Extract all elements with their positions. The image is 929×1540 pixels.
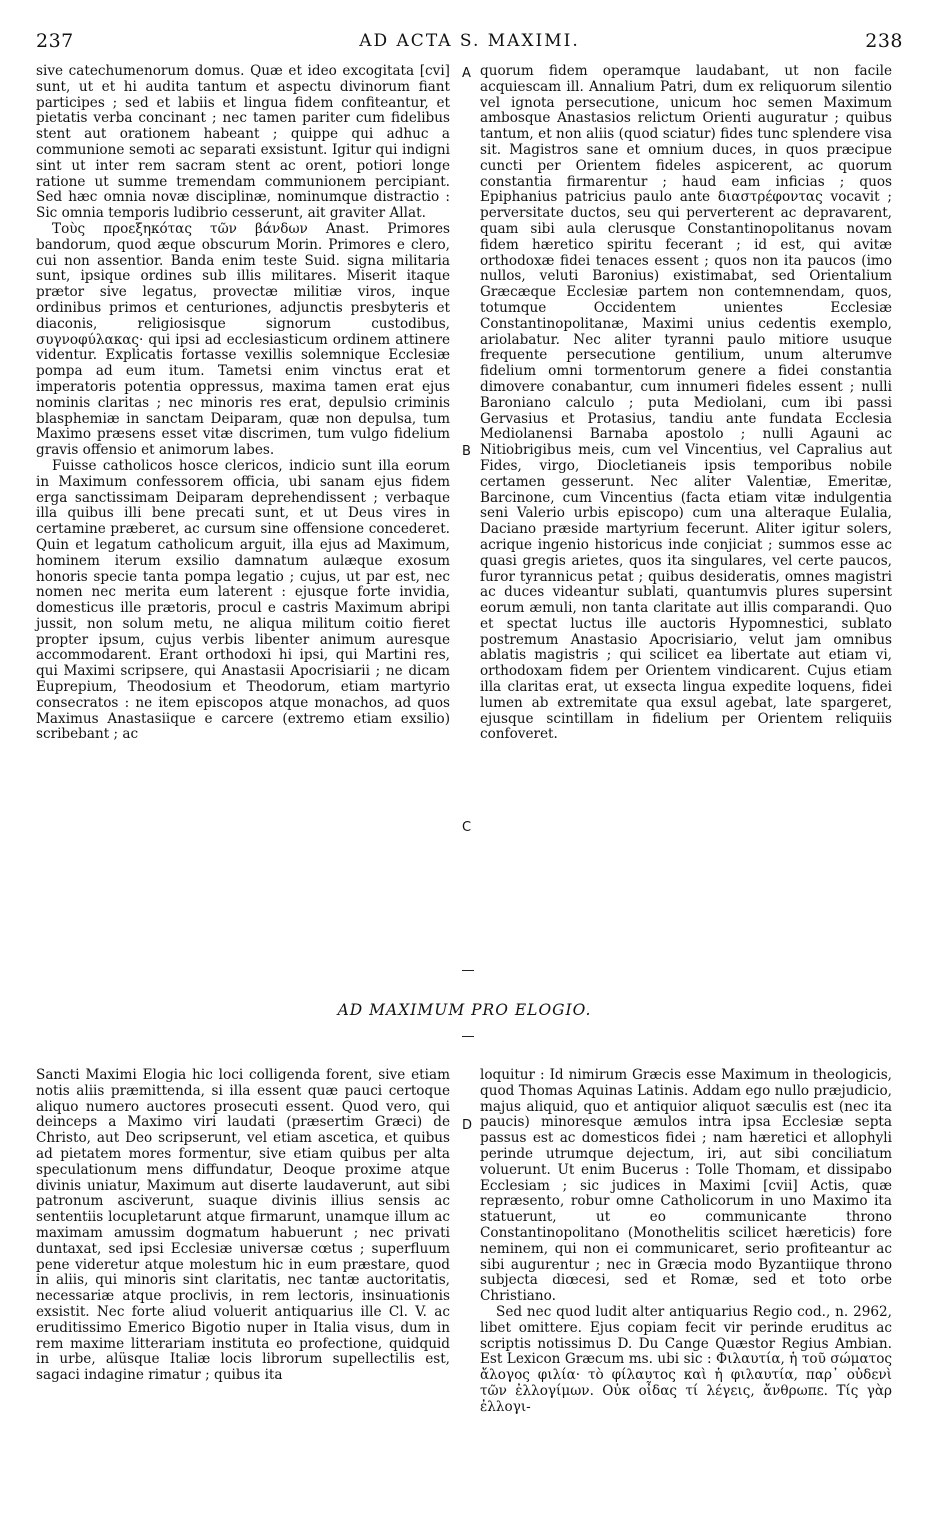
page-number-right: 238 xyxy=(865,30,903,52)
bottom-right-column xyxy=(480,1068,892,1416)
running-title: AD ACTA S. MAXIMI. xyxy=(359,31,580,51)
top-left-column xyxy=(36,64,450,743)
divider-rule xyxy=(462,1036,474,1037)
divider-rule xyxy=(462,970,474,971)
paragraph: Sed nec quod ludit alter antiquarius Regio cod., n. 2962, libet omittere. Ejus copiam fecit vir perinde eruditus ac scriptis notissimus D. Du Cange Quæstor Regius Ambian. Est Lexicon Græcum ms. ubi sic : Φιλαυτία, ἡ τοῦ σώματος ἄλογος φιλία· τὸ φίλαυτος καὶ ἡ φιλαυτία, παρ᾽ οὐδενὶ τῶν ἐλλογίμων. Οὐκ οἶδας τί λέγεις, ἄνθρωπε. Τίς γὰρ ἐλλογι- xyxy=(480,1303,892,1415)
bottom-left-column xyxy=(36,1068,450,1384)
margin-letter-b: B xyxy=(462,444,471,459)
page-header xyxy=(36,30,903,56)
margin-letter-c: C xyxy=(462,820,472,835)
top-right-column xyxy=(480,64,892,743)
section-title: AD MAXIMUM PRO ELOGIO. xyxy=(337,1001,592,1019)
margin-letter-d: D xyxy=(462,1118,473,1133)
paragraph: quorum fidem operamque laudabant, ut non facile acquiescam ill. Annalium Patri, dum ex reliquorum silentio vel ignota persecutione, unicum hoc semen Maximum ambosque Anastasios relictum Orienti auguratur ; quibus tantum, et non aliis (quod sciatur) fides tunc splendere visa sit. Magistros sane et omnium duces, in quos præcipue cuncti per Orientem fideles aspicerent, ac quorum constantia firmarentur ; haud eam inficias ; quos Epiphanius patricius paulo ante διαστρέφοντας vocavit ; perversitate ductos, seu qui perverterent ac depravarent, quam sibi aula clerusque Constantinopolitanus novam fidem hæretico spiritu fecerant ; id est, qui avitæ orthodoxæ fidei tenaces essent ; quos non ita paucos (imo nullos, veluti Baronius) existimabat, sed Orientalium Græcæque Ecclesiæ partem non contemnendam, quos, totumque Occidentem unientes Ecclesiæ Constantinopolitanæ, Maximi unius cedentis exemplo, ariolabatur. Nec aliter tyranni paulo mitiore usuque frequente persecutione gentilium, unum alterumve fidelium omni tormentorum genere a fidei constantia dimovere conabantur, cum innumeri fideles essent ; nulli Baroniano calculo ; puta Mediolani, cum ibi passi Gervasius et Protasius, tandiu ante fundata Ecclesia Mediolanensi Barnaba apostolo ; nulli Agauni ac Nitiobrigibus meis, cum vel Vincentius, vel Capralius aut Fides, virgo, Diocletianeis ipsis temporibus nobile certamen gesserunt. Nec aliter Valentiæ, Emeritæ, Barcinone, cum Vincentius (facta etiam vitæ indulgentia seni Valerio urbis episcopo) cum una alteraque Eulalia, Daciano præside martyrium fecerunt. Aliter igitur solers, acrique ingenio historicus inde conjiciat ; summos esse ac quasi gregis arietes, quos ita singulares, vel certe paucos, furor tyrannicus petat ; quibus desideratis, omnes magistri ac duces videantur sublati, quantumvis plures supersint eorum æmuli, non tanta claritate aut illis comparandi. Quo et spectat luctus ille auctoris Hypomnestici, sublato postremum Anastasio Apocrisiario, velut jam omnibus ablatis magistris ; qui scilicet ea libertate aut etiam vi, orthodoxam fidem per Orientem vindicarent. Cujus etiam illa claritas erat, ut exsecta lingua expedite loquens, fidei lumen ab extremitate qua exsul agebat, late spargeret, ejusque scintillam in fidelium per Orientem reliquiis confoveret. xyxy=(480,63,892,743)
paragraph: sive catechumenorum domus. Quæ et ideo excogitata [cvi] sunt, ut et hi audita tantum et aspectu divinorum fiant participes ; sed et labiis et lingua fidem confiteantur, et pietatis verba concinant ; nec tamen pariter cum fidelibus stent aut orationem habeant ; quippe qui adhuc a communione semoti ac separati exsistunt. Igitur qui indigni sint ut inter rem sacram stent ac orent, potiori longe ratione ut summe tremendam communionem percipiant. Sed hæc omnia novæ disciplinæ, nominumque distractio : Sic omnia temporis ludibrio cesserunt, ait graviter Allat. xyxy=(36,63,450,222)
paragraph: Fuisse catholicos hosce clericos, indicio sunt illa eorum in Maximum confessorem officia, ubi sanam ejus fidem erga sanctissimam Deiparam deprehendissent ; verbaque illa quibus illi bene precati sunt, et ut Deus vires in certamine præberet, ac cursum sine offensione concederet. Quin et legatum catholicum arguit, illa ejus ad Maximum, hominem iterum exsilio damnatum aulæque exosum honoris specie tanta pompa legatio ; cujus, ut par est, nec nomen nec merita eum laterent : ejusque forte invidia, domesticus ille prætoris, procul e castris Maximum abripi jussit, non solum metu, ne aliqua militum coitio fieret propter ipsum, cujus verbis libenter animum auresque accommodarent. Erant orthodoxi hi ipsi, qui Martini res, qui Maximi scripsere, qui Anastasii Apocrisiarii ; ne dicam Euprepium, Theodosium et Theodorum, etiam martyrio consecratos : ne item episcopos atque monachos, ad quos Maximus Anastasiique e carcere (extremo etiam exsilio) scribebant ; ac xyxy=(36,457,450,743)
page-number-left: 237 xyxy=(36,30,74,52)
paragraph: Τοὺς προεξηκότας τῶν βάνδων Anast. Primores bandorum, quod æque obscurum Morin. Primores e clero, cui non assentior. Banda enim teste Suid. signa militaria sunt, ipsique ordines sub illis militares. Miserit itaque prætor sive legatus, provectæ militiæ viros, inque ordinibus primos et centuriones, adjunctis presbyteris et diaconis, religiosisque signorum custodibus, συγνοφύλακας· qui ipsi ad ecclesiasticum ordinem attinere videntur. Explicatis fortasse vexillis solemnique Ecclesiæ pompa ad eum itum. Tametsi enim vinctus erat et imperatoris potentia oppressus, maxima tamen erat ejus nominis claritas ; nec minoris res erat, depulsio criminis blasphemiæ in sanctam Deiparam, quæ non depulsa, tum Maximo præsens esset vitæ discrimen, tum vulgo fidelium gravis offensio et animorum labes. xyxy=(36,220,450,459)
paragraph: Sancti Maximi Elogia hic loci colligenda forent, sive etiam notis aliis præmittenda, si illa essent quæ pauci certoque aliquo numero auctores prosecuti essent. Quod vero, qui deinceps a Maximo viri laudati (præsertim Græci) de Christo, aut Deo scripserunt, vel etiam ascetica, et quibus ad pietatem mores formentur, sive etiam quibus per alta speculationum mens diffundatur, Deoque proxime atque divinis uniatur, Maximum aut diserte laudaverunt, aut sibi patronum asciverunt, suaque divinis illius sensis ac sententiis locupletarunt atque firmarunt, unamque illum ac maximam amussim dogmatum habuerunt ; nec privati duntaxat, sed ipsi Ecclesiæ universæ cœtus ; superfluum pene videretur atque molestum hic in eum præstare, quod in aliis, qui minoris sint claritatis, nec tantæ auctoritatis, necessariæ atque proclivis, in rem lectoris, insinuationis exsistit. Nec forte aliud voluerit antiquarius ille Cl. V. ac eruditissimo Emerico Bigotio nuper in Italia visus, dum in rem maxime litterariam instituta eo profectione, quidquid in urbe, alüsque Italiæ locis librorum supellectilis est, sagaci indagine rimatur ; quibus ita xyxy=(36,1067,450,1384)
margin-letter-a: A xyxy=(462,66,471,81)
paragraph: loquitur : Id nimirum Græcis esse Maximum in theologicis, quod Thomas Aquinas Latinis. Addam ego nullo præjudicio, majus aliquid, quo et antiquior aliquot sæculis est (nec ita paucis) minoresque æmulos intra ipsa Ecclesiæ septa passus est ac domesticos fidei ; nam hæretici et allophyli perinde utrumque dejectum, iri, aut sibi conciliatum voluerunt. Ut enim Bucerus : Tolle Thomam, et dissipabo Ecclesiam ; sic judices in Maximi [cvii] Actis, quæ repræsento, robur omne Catholicorum in uno Maximo ita statuerunt, ut eo communicante throno Constantinopolitano (Monothelitis scilicet hæreticis) fore neminem, qui non ei communicaret, serio profiteantur ac sibi augurentur ; nec in Græcia modo Byzantiique throno subjecta diœcesi, sed et Romæ, sed et toto orbe Christiano. xyxy=(480,1067,892,1305)
